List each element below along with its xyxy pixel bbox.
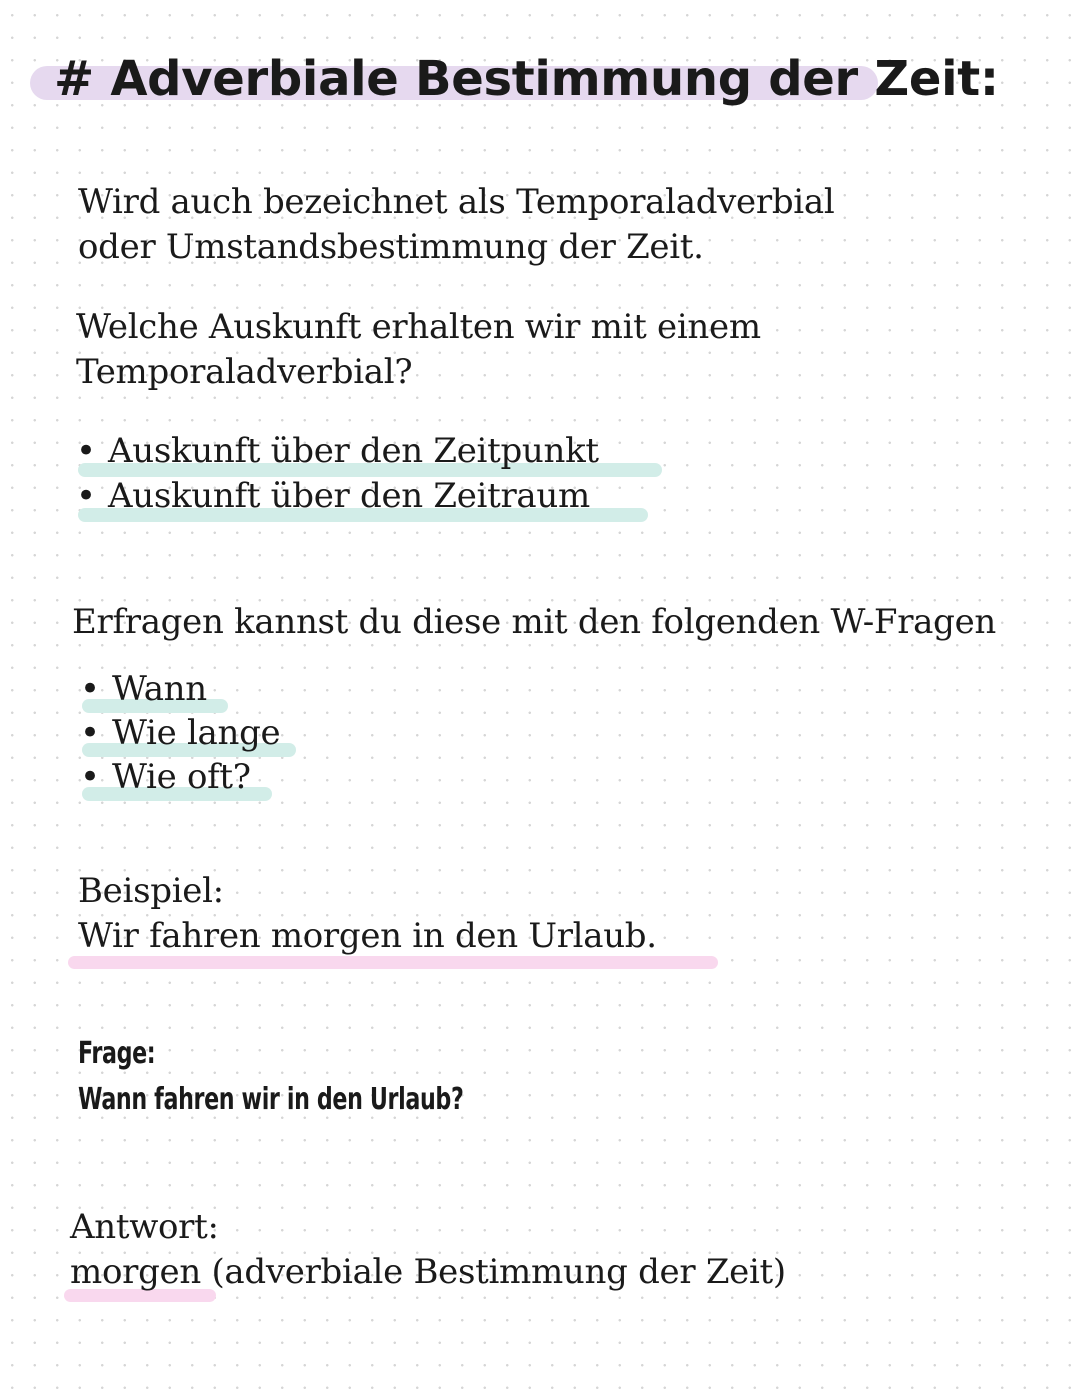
intro-paragraph [78,180,834,270]
question-paragraph [76,305,761,395]
bullet-icon: • [80,669,100,709]
list-item [80,667,280,711]
wfragen-heading: Erfragen kannst du diese mit den folgenden W-Fragen [72,602,997,642]
frage-text: Wann fahren wir in den Urlaub? [78,1082,464,1117]
wfrage-text: Wie lange [112,713,281,753]
example-sentence: Wir fahren morgen in den Urlaub. [78,916,657,956]
page-title: # Adverbiale Bestimmung der Zeit: [54,51,999,107]
list-item [80,755,280,799]
antwort-explanation: (adverbiale Bestimmung der Zeit) [200,1252,786,1292]
intro-line-1: Wird auch bezeichnet als Temporaladverbial [78,182,835,222]
question-line-1: Welche Auskunft erhalten wir mit einem [76,307,761,347]
intro-line-2: oder Umstandsbestimmung der Zeit. [78,227,704,267]
antwort-label: Antwort: [70,1207,219,1247]
info-list [76,429,599,519]
wfrage-text: Wie oft? [112,757,251,797]
info-item-text: Auskunft über den Zeitraum [108,476,590,516]
bullet-icon: • [80,757,100,797]
wfragen-list [80,667,280,799]
question-line-2: Temporaladverbial? [76,352,413,392]
bullet-icon: • [76,431,96,471]
antwort-line [70,1250,786,1295]
frage-label: Frage: [78,1036,156,1071]
bullet-icon: • [76,476,96,516]
list-item [76,474,599,519]
example-label: Beispiel: [78,871,224,911]
list-item [76,429,599,474]
antwort-word: morgen [70,1252,201,1292]
list-item [80,711,280,755]
antwort-block [70,1205,786,1295]
example-block [78,869,657,959]
info-item-text: Auskunft über den Zeitpunkt [108,431,599,471]
bullet-icon: • [80,713,100,753]
wfrage-text: Wann [112,669,207,709]
